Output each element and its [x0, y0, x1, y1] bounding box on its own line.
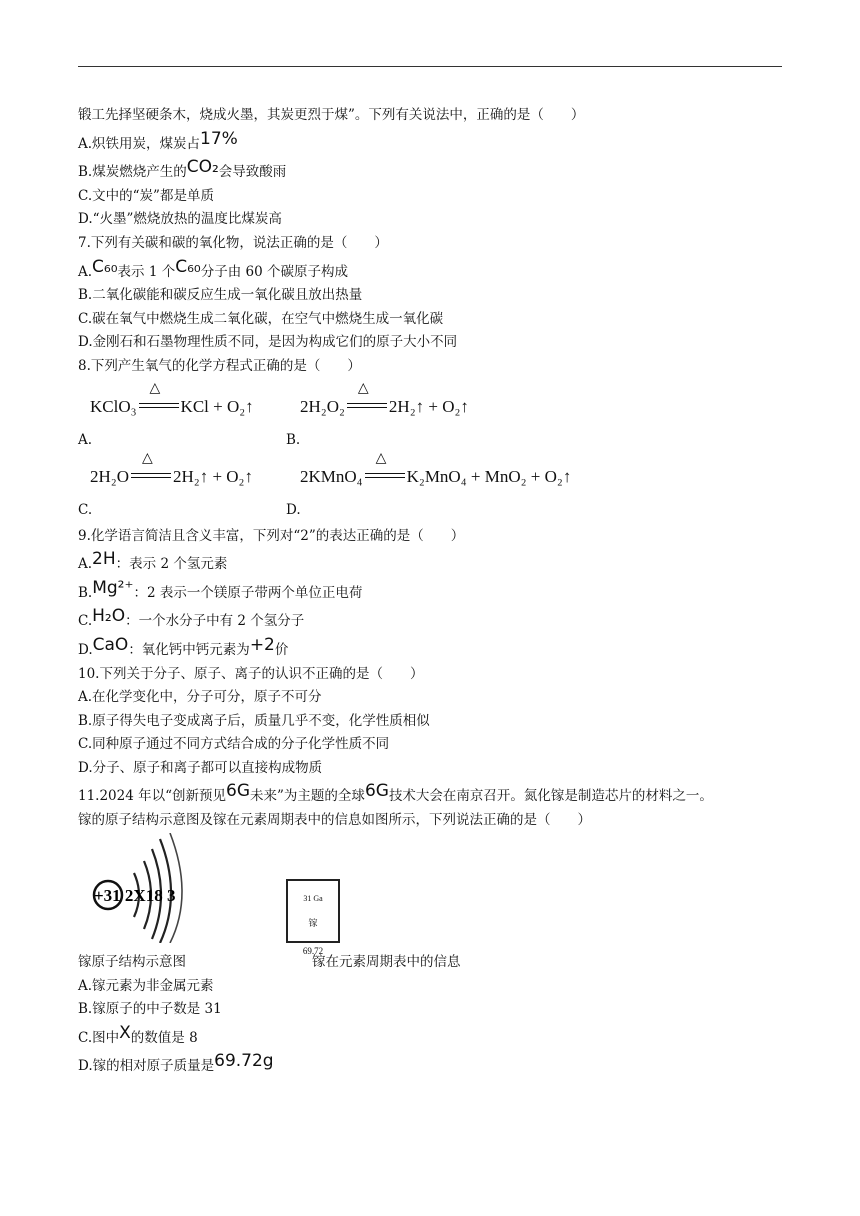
heat-condition-icon: △	[357, 380, 369, 396]
q8-equation-b	[300, 380, 469, 419]
q8-row-ab	[78, 380, 788, 455]
q7-option-b: B.二氧化碳能和碳反应生成一氧化碳且放出热量	[78, 287, 363, 304]
q11-stem-3: 技术大会在南京召开。氮化镓是制造芯片的材料之一。	[388, 788, 713, 805]
q9-b-pre: B.	[78, 584, 93, 601]
pt-element-name: 镓	[308, 918, 318, 929]
q11-stem-f1: 6G	[226, 781, 251, 802]
q6-b-tail: 会导致酸雨	[218, 164, 287, 181]
q9-a-pre: A.	[78, 556, 93, 573]
q10-option-c: C.同种原子通过不同方式结合成的分子化学性质不同	[78, 736, 390, 753]
q6-b-text: B.煤炭燃烧产生的	[78, 164, 187, 181]
q10-option-d: D.分子、原子和离子都可以直接构成物质	[78, 759, 323, 776]
q8-b-right: 2H₂↑ + O₂↑	[388, 396, 469, 416]
q8-d-left: 2KMnO₄	[300, 466, 363, 486]
q11-c-pre: C.图中	[78, 1029, 120, 1046]
q6-option-c: C.文中的“炭”都是单质	[78, 187, 214, 204]
heat-condition-icon: △	[375, 450, 387, 466]
q10-option-a: A.在化学变化中，分子可分，原子不可分	[78, 689, 322, 706]
q8-c-right: 2H₂↑ + O₂↑	[172, 466, 253, 486]
q11-stem-line2: 镓的原子结构示意图及镓在元素周期表中的信息如图所示，下列说法正确的是（ ）	[78, 812, 591, 829]
q11-option-b: B.镓原子的中子数是 31	[78, 1001, 222, 1018]
q8-b-sign	[345, 380, 389, 419]
q11-stem-line1	[78, 780, 788, 809]
q9-option-c	[78, 605, 788, 634]
q6-option-d: D.“火墨”燃烧放热的温度比煤炭高	[78, 211, 282, 228]
q9-d-formula: CaO	[92, 634, 129, 655]
q9-stem: 9.化学语言简洁且含义丰富，下列对“2”的表达正确的是（ ）	[78, 527, 465, 544]
q8-a-left: KClO₃	[90, 396, 137, 416]
q8-equation-c	[90, 450, 253, 489]
q10-option-b: B.原子得失电子变成离子后，质量几乎不变，化学性质相似	[78, 712, 430, 729]
q8-row-cd	[78, 450, 788, 525]
q11-option-c	[78, 1022, 788, 1051]
q8-c-sign	[129, 450, 173, 489]
q10-stem: 10.下列关于分子、原子、离子的认识不正确的是（ ）	[78, 665, 424, 682]
q9-d-tail: 价	[274, 641, 289, 658]
q8-label-a: A.	[78, 431, 93, 448]
q11-stem-2: 未来”为主题的全球	[250, 788, 365, 805]
q11-c-formula: X	[119, 1022, 131, 1043]
q8-equation-a	[90, 380, 254, 419]
exam-content	[78, 104, 788, 1079]
q7-a-formula2: C₆₀	[175, 256, 201, 277]
q11-d-formula: 69.72g	[214, 1051, 274, 1072]
q11-figures	[78, 833, 788, 956]
q8-label-b: B.	[286, 431, 301, 448]
q9-c-tail: ：一个水分子中有 2 个氢分子	[125, 613, 305, 630]
header-rule	[78, 66, 782, 67]
q11-d-pre: D.镓的相对原子质量是	[78, 1058, 215, 1075]
q8-d-right: K₂MnO₄ + MnO₂ + O₂↑	[406, 466, 572, 486]
q7-a-mid: 表示 1 个	[117, 263, 176, 280]
q6-b-formula: CO₂	[186, 157, 219, 178]
q7-option-c: C.碳在氧气中燃烧生成二氧化碳，在空气中燃烧生成一氧化碳	[78, 310, 444, 327]
gallium-atom-structure-figure	[86, 833, 226, 943]
q6-option-b	[78, 156, 788, 185]
q8-c-left: 2H₂O	[90, 466, 129, 486]
q9-b-formula: Mg²⁺	[92, 577, 134, 598]
q9-option-a	[78, 548, 788, 577]
q9-option-b	[78, 577, 788, 606]
q9-d-mid: ：氧化钙中钙元素为	[128, 641, 250, 658]
q9-d-pre: D.	[78, 641, 93, 658]
caption-atom: 镓原子结构示意图	[78, 953, 186, 970]
q7-stem: 7.下列有关碳和碳的氧化物，说法正确的是（ ）	[78, 234, 388, 251]
caption-periodic: 镓在元素周期表中的信息	[312, 953, 461, 970]
periodic-table-cell	[286, 879, 340, 956]
q6-a-text: A.炽铁用炭，煤炭占	[78, 135, 201, 152]
q8-label-c: C.	[78, 501, 93, 518]
q8-label-d: D.	[286, 501, 301, 518]
q7-option-a	[78, 256, 788, 285]
q11-c-tail: 的数值是 8	[130, 1029, 198, 1046]
q11-captions	[78, 951, 788, 975]
q9-b-tail: ：2 表示一个镁原子带两个单位正电荷	[133, 584, 363, 601]
q8-equation-d	[300, 450, 572, 489]
q7-option-d: D.金刚石和石墨物理性质不同，是因为构成它们的原子大小不同	[78, 334, 458, 351]
q8-stem: 8.下列产生氧气的化学方程式正确的是（ ）	[78, 357, 361, 374]
pt-number-symbol: 31 Ga	[303, 893, 323, 903]
q8-a-right: KCl + O₂↑	[180, 396, 254, 416]
q6-a-formula: 17%	[200, 128, 238, 149]
q11-option-d	[78, 1050, 788, 1079]
q8-a-sign	[137, 380, 181, 419]
q9-c-pre: C.	[78, 613, 93, 630]
q7-a-tail: 分子由 60 个碳原子构成	[200, 263, 348, 280]
q8-d-sign	[363, 450, 407, 489]
q9-a-tail: ：表示 2 个氢元素	[115, 556, 228, 573]
heat-condition-icon: △	[149, 380, 161, 396]
q7-a-pre: A.	[78, 263, 93, 280]
q9-option-d	[78, 634, 788, 663]
q8-b-left: 2H₂O₂	[300, 396, 345, 416]
q11-option-a: A.镓元素为非金属元素	[78, 977, 214, 994]
heat-condition-icon: △	[141, 450, 153, 466]
q7-a-formula1: C₆₀	[92, 256, 118, 277]
q9-c-formula: H₂O	[92, 606, 126, 627]
atom-diagram-text: +31 2X18 3	[94, 885, 176, 905]
q6-stem: 锻工先择坚硬条木，烧成火墨，其炭更烈于煤”。下列有关说法中，正确的是（ ）	[78, 107, 585, 123]
q11-stem-f2: 6G	[364, 781, 389, 802]
q6-option-a	[78, 128, 788, 157]
q9-d-formula2: +2	[249, 634, 275, 655]
pt-atomic-mass: 69.72	[302, 945, 324, 956]
q9-a-formula: 2H	[92, 549, 116, 570]
q11-stem-1: 11.2024 年以“创新预见	[78, 788, 227, 805]
